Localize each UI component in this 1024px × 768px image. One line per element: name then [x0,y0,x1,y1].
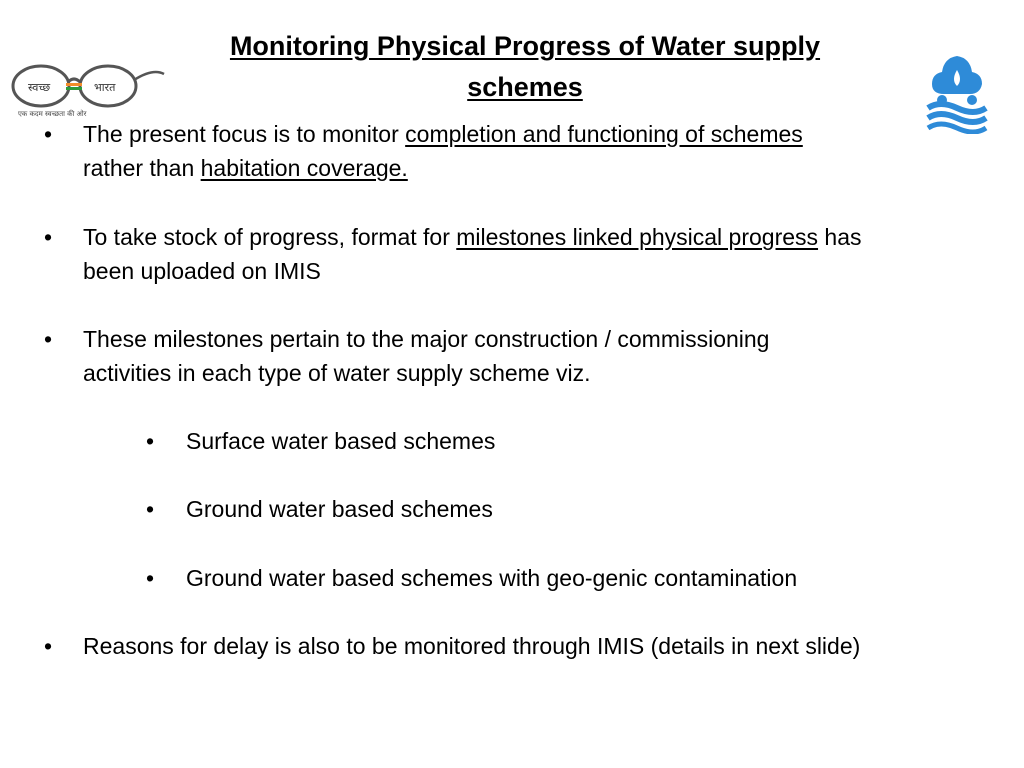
sub-bullet-2: Ground water based schemes [186,496,493,522]
title-line-2: schemes [467,72,583,102]
sub-bullet-marker: • [146,428,155,454]
bullet-marker: • [44,224,53,250]
title-line-1: Monitoring Physical Progress of Water supply [229,31,821,61]
sub-bullet-marker: • [146,565,155,591]
bullet-1-line-1: The present focus is to monitor completion and functioning of schemes [83,121,803,147]
logo-text-1: स्वच्छ [28,81,51,94]
bullet-marker: • [44,633,53,659]
logo-tagline: एक कदम स्वच्छता की ओर [18,110,87,118]
bullet-4-line-1: Reasons for delay is also to be monitored through IMIS (details in next slide) [83,633,861,659]
bullet-3-line-2: activities in each type of water supply scheme viz. [83,360,591,386]
bullet-3-line-1: These milestones pertain to the major construction / commissioning [83,326,770,352]
bullet-marker: • [44,121,53,147]
bullet-2-line-1: To take stock of progress, format for milestones linked physical progress has [83,224,862,250]
sub-bullet-1: Surface water based schemes [186,428,496,454]
sub-bullet-3: Ground water based schemes with geo-genic contamination [186,565,798,591]
bullet-2-line-2: been uploaded on IMIS [83,258,321,284]
logo-text-2: भारत [94,81,116,94]
bullet-marker: • [44,326,53,352]
bullet-1-line-2: rather than habitation coverage. [83,155,408,181]
sub-bullet-marker: • [146,496,155,522]
